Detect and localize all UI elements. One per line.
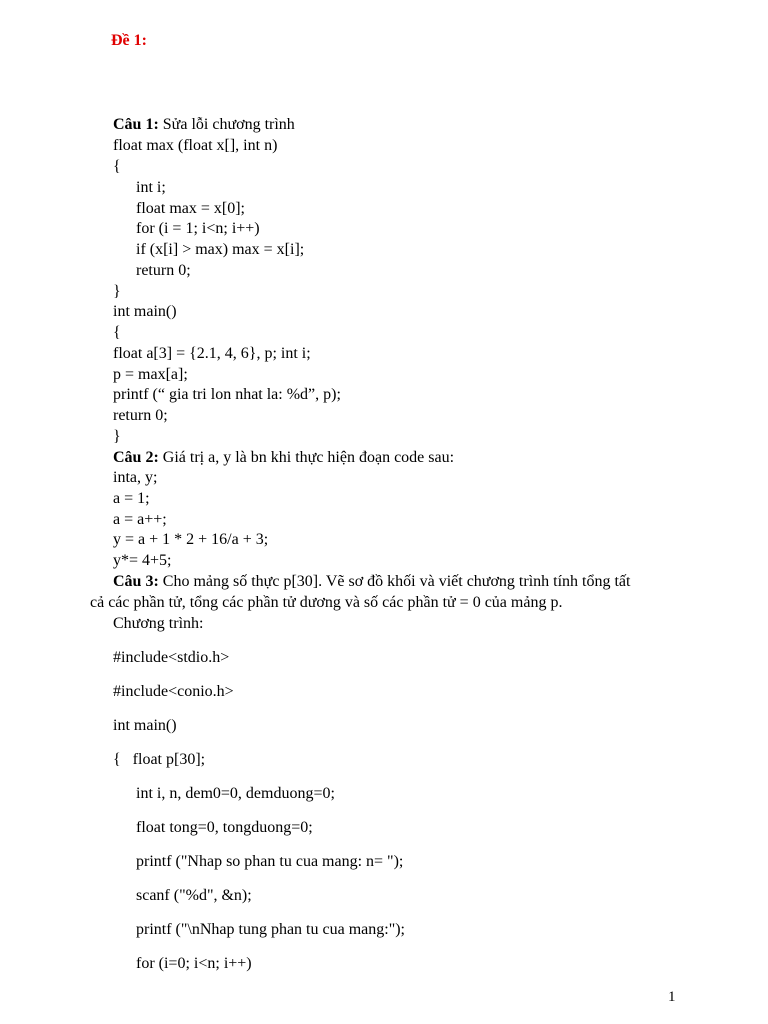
code-line: } bbox=[113, 428, 121, 445]
code-line: } bbox=[113, 283, 121, 300]
code-line: { float p[30]; bbox=[113, 751, 206, 768]
question-2-label: Câu 2: bbox=[113, 449, 159, 466]
code-line: float max = x[0]; bbox=[136, 200, 245, 217]
code-line: #include<stdio.h> bbox=[113, 649, 230, 666]
question-2-text: Giá trị a, y là bn khi thực hiện đoạn code sau: bbox=[158, 449, 455, 466]
code-line: printf ("Nhap so phan tu cua mang: n= "); bbox=[136, 853, 404, 870]
question-1-label: Câu 1: bbox=[113, 116, 159, 133]
code-line: int i; bbox=[136, 179, 166, 196]
code-line: int main() bbox=[113, 303, 177, 320]
code-line: int i, n, dem0=0, demduong=0; bbox=[136, 785, 335, 802]
code-line: { bbox=[113, 324, 121, 341]
question-1-text: Sửa lỗi chương trình bbox=[158, 116, 295, 133]
code-line: #include<conio.h> bbox=[113, 683, 234, 700]
code-line: y*= 4+5; bbox=[113, 552, 172, 569]
code-line: y = a + 1 * 2 + 16/a + 3; bbox=[113, 531, 269, 548]
code-line: return 0; bbox=[136, 262, 191, 279]
question-2-heading bbox=[113, 448, 454, 468]
program-label: Chương trình: bbox=[113, 615, 204, 632]
code-line: scanf ("%d", &n); bbox=[136, 887, 252, 904]
question-3-text-continued: cả các phần tử, tổng các phần tử dương và số các phần tử = 0 của mảng p. bbox=[90, 594, 563, 611]
code-line: int main() bbox=[113, 717, 177, 734]
page-number: 1 bbox=[668, 989, 676, 1005]
question-3-label: Câu 3: bbox=[113, 573, 159, 590]
code-line: inta, y; bbox=[113, 469, 158, 486]
code-line: a = 1; bbox=[113, 490, 150, 507]
exam-title: Đề 1: bbox=[111, 32, 147, 49]
code-line: { bbox=[113, 158, 121, 175]
code-line: if (x[i] > max) max = x[i]; bbox=[136, 241, 305, 258]
code-line: float max (float x[], int n) bbox=[113, 137, 278, 154]
question-1-heading bbox=[113, 115, 295, 135]
code-line: return 0; bbox=[113, 407, 168, 424]
code-line: printf ("\nNhap tung phan tu cua mang:"); bbox=[136, 921, 405, 938]
question-3-text: Cho mảng số thực p[30]. Vẽ sơ đồ khối và viết chương trình tính tổng tất bbox=[158, 573, 631, 590]
code-line: printf (“ gia tri lon nhat la: %d”, p); bbox=[113, 386, 341, 403]
code-line: for (i = 1; i<n; i++) bbox=[136, 220, 260, 237]
code-line: p = max[a]; bbox=[113, 366, 188, 383]
code-line: for (i=0; i<n; i++) bbox=[136, 955, 252, 972]
code-line: a = a++; bbox=[113, 511, 167, 528]
code-line: float a[3] = {2.1, 4, 6}, p; int i; bbox=[113, 345, 311, 362]
code-line: float tong=0, tongduong=0; bbox=[136, 819, 313, 836]
question-3-heading bbox=[113, 572, 630, 592]
